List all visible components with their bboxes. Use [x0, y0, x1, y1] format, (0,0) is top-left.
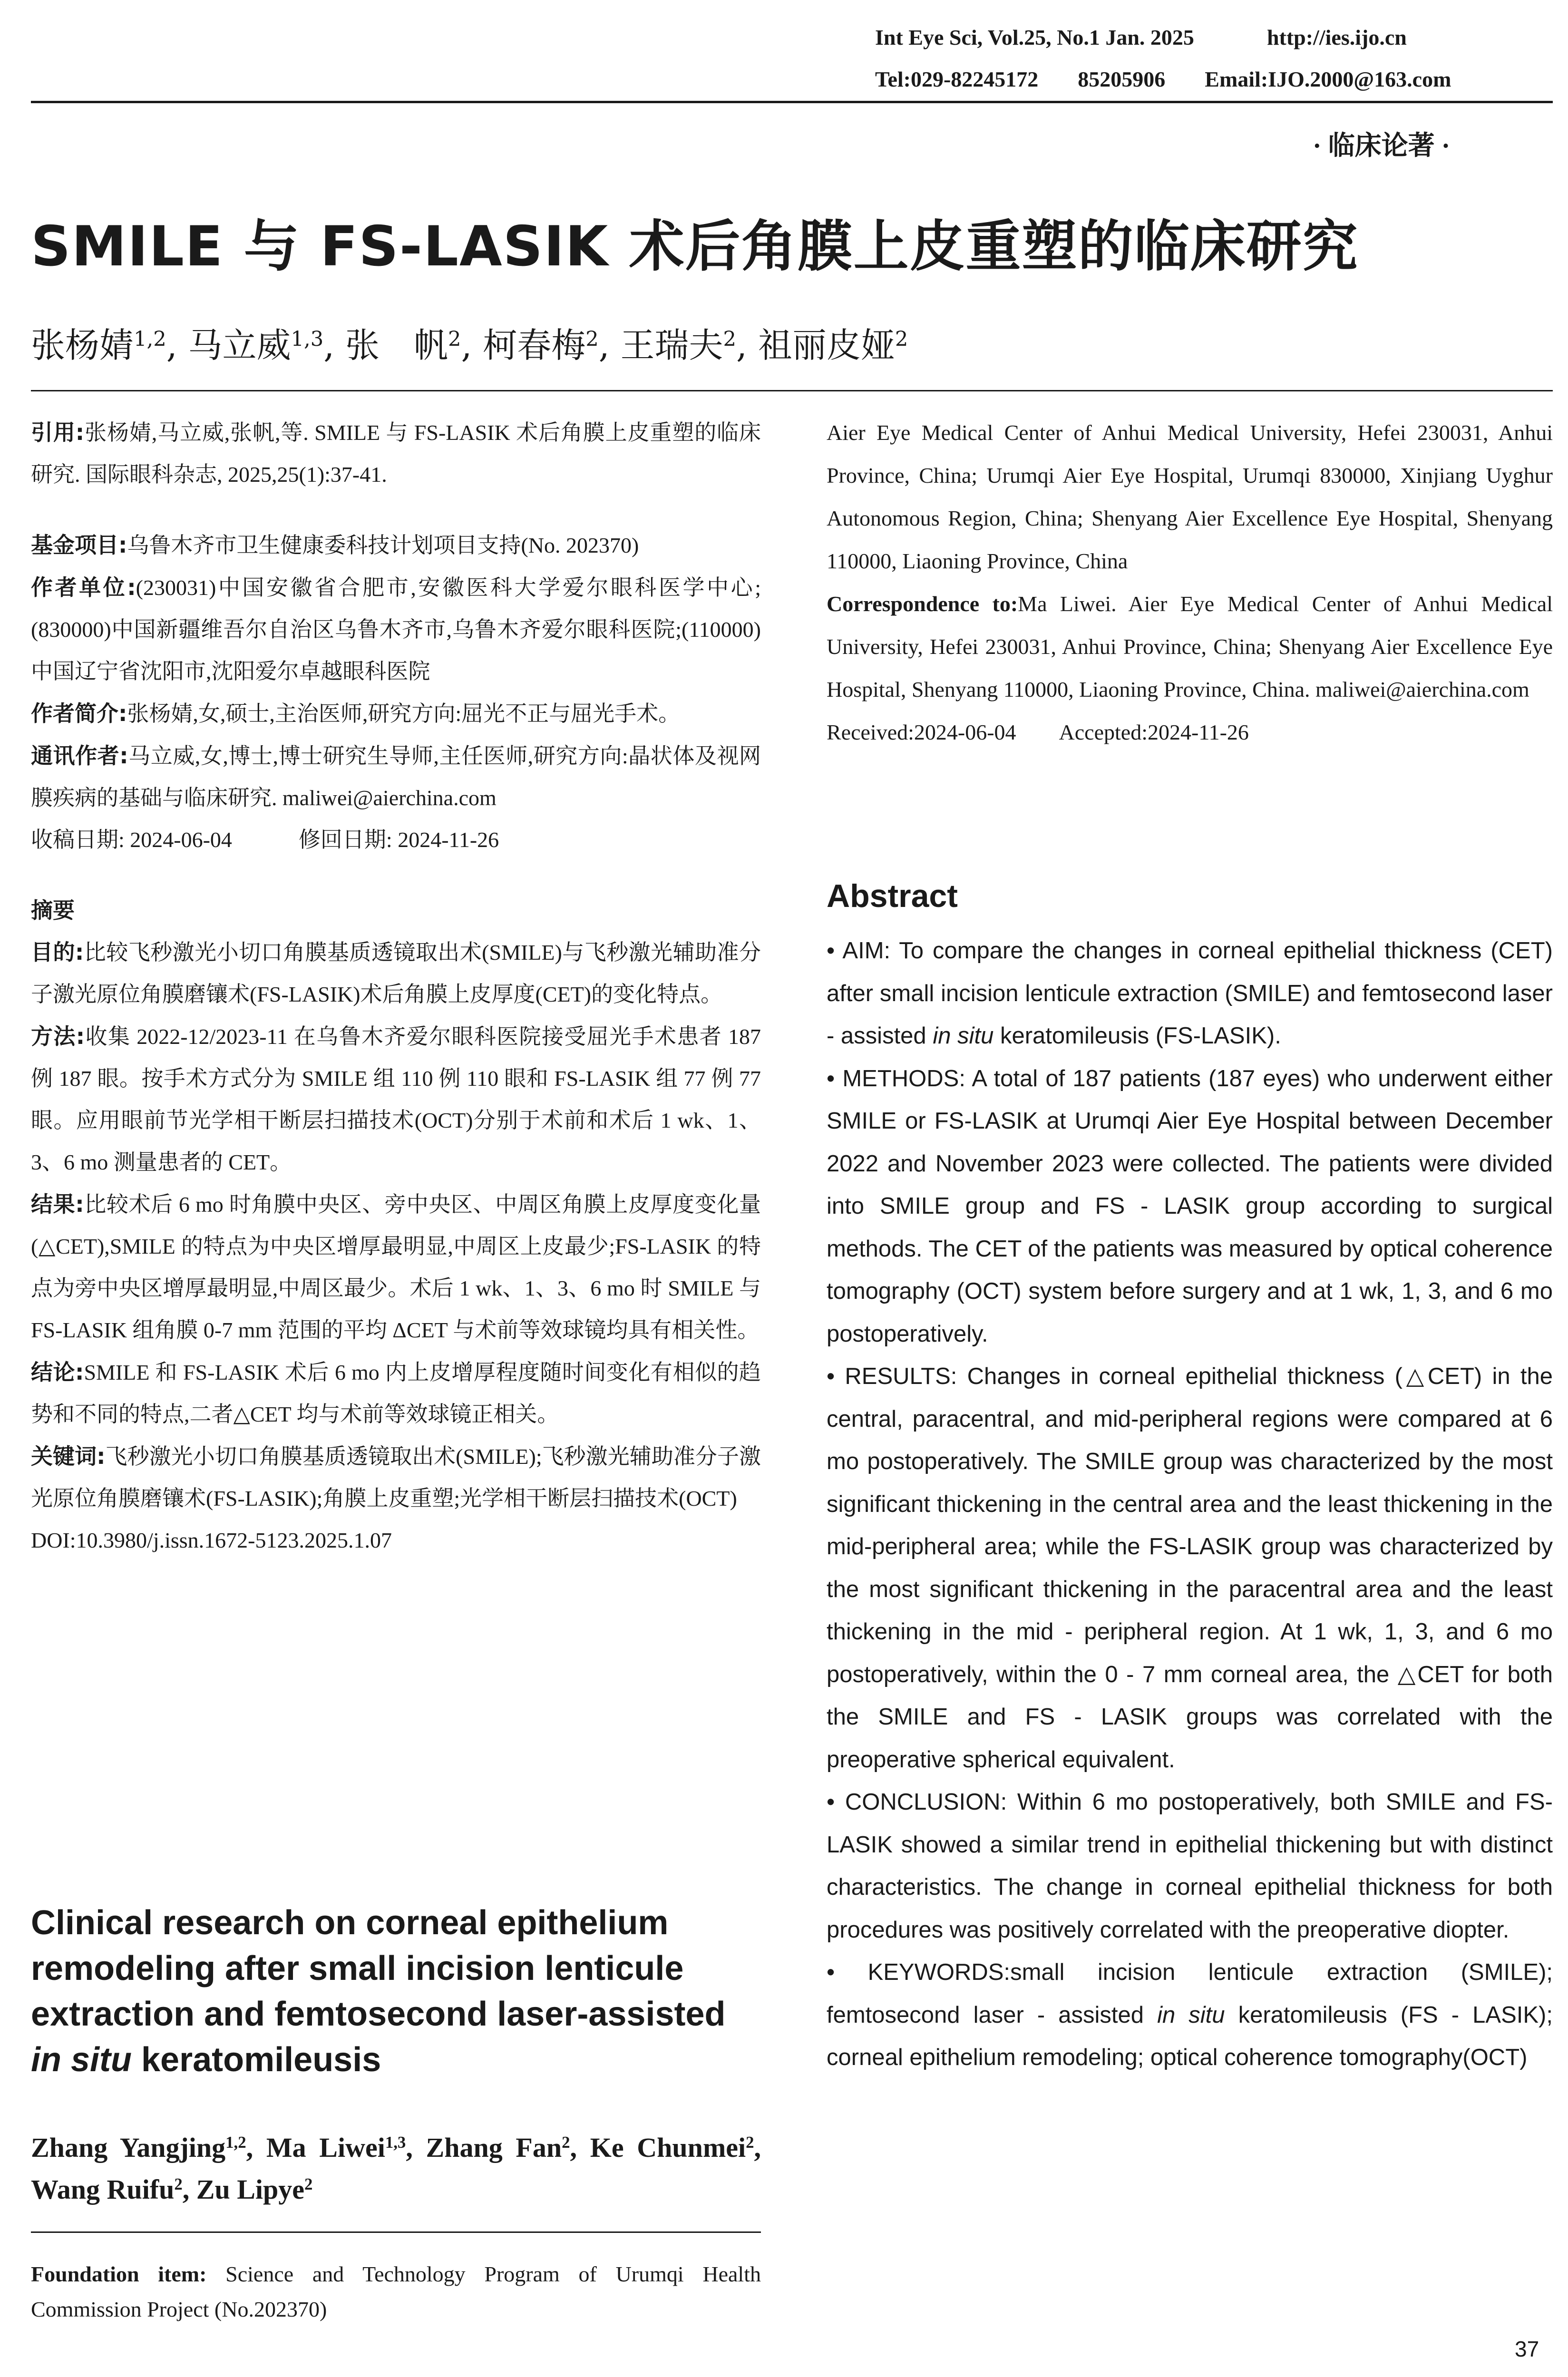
journal-url[interactable]: http://ies.ijo.cn: [1266, 25, 1407, 49]
page-number: 37: [1515, 2337, 1539, 2361]
foundation-rule: [31, 2231, 761, 2233]
article-title-cn: SMILE 与 FS-LASIK 术后角膜上皮重塑的临床研究: [31, 214, 1359, 279]
aim-cn: 目的:比较飞秒激光小切口角膜基质透镜取出术(SMILE)与飞秒激光辅助准分子激光原位角膜磨镶术(FS-LASIK)术后角膜上皮厚度(CET)的变化特点。: [31, 939, 761, 1006]
journal-email[interactable]: Email:IJO.2000@163.com: [1205, 67, 1451, 91]
conclusion-cn: 结论:SMILE 和 FS-LASIK 术后 6 mo 内上皮增厚程度随时间变化有相似的趋势和不同的特点,二者△CET 均与术前等效球镜正相关。: [31, 1359, 761, 1426]
journal-info: [875, 25, 1407, 50]
header-rule: [31, 101, 1553, 103]
keywords-en: • KEYWORDS:small incision lenticule extraction (SMILE); femtosecond laser - assisted in situ keratomileusis (FS - LASIK); corneal epithelium remodeling; optical coherence tomography(OCT): [827, 1959, 1553, 2070]
citation: 引用:张杨婧,马立威,张帆,等. SMILE 与 FS-LASIK 术后角膜上皮重塑的临床研究. 国际眼科杂志, 2025,25(1):37-41.: [31, 419, 761, 487]
keywords-cn: 关键词:飞秒激光小切口角膜基质透镜取出术(SMILE);飞秒激光辅助准分子激光原位角膜磨镶术(FS-LASIK);角膜上皮重塑;光学相干断层扫描技术(OCT): [31, 1443, 761, 1510]
journal-tel2: 85205906: [1078, 67, 1166, 91]
corresponding: 通讯作者:马立威,女,博士,博士研究生导师,主任医师,研究方向:晶状体及视网膜疾病的基础与临床研究. maliwei@aierchina.com: [31, 743, 761, 810]
aim-en: • AIM: To compare the changes in corneal epithelial thickness (CET) after small incision lenticule extraction (SMILE) and femtosecond laser - assisted in situ keratomileusis (FS-LASIK).: [827, 938, 1553, 1049]
methods-en: • METHODS: A total of 187 patients (187 eyes) who underwent either SMILE or FS-LASIK at Urumqi Aier Eye Hospital between December 2022 and November 2023 were collected. The patients were divided into SMILE group and FS - LASIK group according to surgical methods. The CET of the patients was measured by optical coherence tomography (OCT) system before surgery and at 1 wk, 1, 3, and 6 mo postoperatively.: [827, 1065, 1553, 1347]
abstract-cn-heading: 摘要: [31, 897, 75, 923]
journal-tel: Tel:029-82245172: [875, 67, 1039, 91]
conclusion-en: • CONCLUSION: Within 6 mo postoperatively, both SMILE and FS-LASIK showed a similar trend in epithelial thickening but with distinct characteristics. The change in corneal epithelial thickness for both procedures was positively correlated with the preoperative diopter.: [827, 1789, 1553, 1943]
abstract-en-heading: Abstract: [827, 878, 958, 914]
affiliation-text: Aier Eye Medical Center of Anhui Medical University, Hefei 230031, Anhui Province, China; Urumqi Aier Eye Hospital, Urumqi 830000, Xinjiang Uyghur Autonomous Region, China; Shenyang Aier Excellence Eye Hospital, Shenyang 110000, Liaoning Province, China: [827, 420, 1553, 573]
journal-line: Int Eye Sci, Vol.25, No.1 Jan. 2025: [875, 25, 1194, 49]
result-cn: 结果:比较术后 6 mo 时角膜中央区、旁中央区、中周区角膜上皮厚度变化量(△CET),SMILE 的特点为中央区增厚最明显,中周区上皮最少;FS-LASIK 的特点为旁中央区增厚最明显,中周区最少。术后 1 wk、1、3、6 mo 时 SMILE 与 FS-LASIK 组角膜 0-7 mm 范围的平均 ΔCET 与术前等效球镜均具有相关性。: [31, 1191, 761, 1342]
method-cn: 方法:收集 2022-12/2023-11 在乌鲁木齐爱尔眼科医院接受屈光手术患者 187 例 187 眼。按手术方式分为 SMILE 组 110 例 110 眼和 FS-LASIK 组 77 例 77 眼。应用眼前节光学相干断层扫描技术(OCT)分别于术前和术后 1 wk、1、3、6 mo 测量患者的 CET。: [31, 1023, 761, 1174]
units: 作者单位:(230031)中国安徽省合肥市,安徽医科大学爱尔眼科医学中心;(830000)中国新疆维吾尔自治区乌鲁木齐市,乌鲁木齐爱尔眼科医院;(110000)中国辽宁省沈阳市,沈阳爱尔卓越眼科医院: [31, 575, 761, 683]
fund: 基金项目:乌鲁木齐市卫生健康委科技计划项目支持(No. 202370): [31, 532, 639, 558]
affiliations-en: [827, 411, 1553, 754]
abstract-en-body: [827, 930, 1553, 2079]
left-column: [31, 411, 761, 1561]
section-tag: · 临床论著 ·: [1313, 131, 1451, 161]
authors-en: Zhang Yangjing$^{1,2}$, Ma Liwei$^{1,3}$, Zhang Fan$^2$, Ke Chunmei$^2$, Wang Ruifu$^2$, Zu Lipye$^2$: [31, 2132, 761, 2205]
dates-cn: 收稿日期: 2024-06-04 修回日期: 2024-11-26: [31, 828, 499, 852]
results-en: • RESULTS: Changes in corneal epithelial thickness (△CET) in the central, paracentral, and mid-peripheral regions were compared at 6 mo postoperatively. The SMILE group was characterized by the most significant thickening in the central area and the least thickening in the mid-peripheral area; while the FS-LASIK group was characterized by the most significant thickening in the paracentral area and the least thickening in the mid - peripheral region. At 1 wk, 1, 3, and 6 mo postoperatively, within the 0 - 7 mm corneal area, the △CET for both the SMILE and FS - LASIK groups was correlated with the preoperative spherical equivalent.: [827, 1364, 1553, 1773]
foundation-item: Foundation item: Science and Technology Program of Urumqi Health Commission Project (No.202370): [31, 2262, 761, 2321]
article-title-en: Clinical research on corneal epithelium remodeling after small incision lenticule extraction and femtosecond laser-assisted in situ keratomileusis: [31, 1904, 726, 2079]
doi[interactable]: DOI:10.3980/j.issn.1672-5123.2025.1.07: [31, 1528, 392, 1552]
dates-en: Received:2024-06-04 Accepted:2024-11-26: [827, 720, 1249, 744]
correspondence-en: Correspondence to:Ma Liwei. Aier Eye Medical Center of Anhui Medical University, Hefei 230031, Anhui Province, China; Shenyang Aier Excellence Eye Hospital, Shenyang 110000, Liaoning Province, China. maliwei@aierchina.com: [827, 592, 1553, 701]
bio: 作者简介:张杨婧,女,硕士,主治医师,研究方向:屈光不正与屈光手术。: [31, 701, 681, 726]
title-rule: [31, 390, 1553, 391]
journal-contact: [875, 67, 1451, 92]
authors-cn: 张杨婧$^{1,2}$, 马立威$^{1,3}$, 张 帆$^2$, 柯春梅$^2$, 王瑞夫$^2$, 祖丽皮娅$^2$: [31, 325, 908, 365]
